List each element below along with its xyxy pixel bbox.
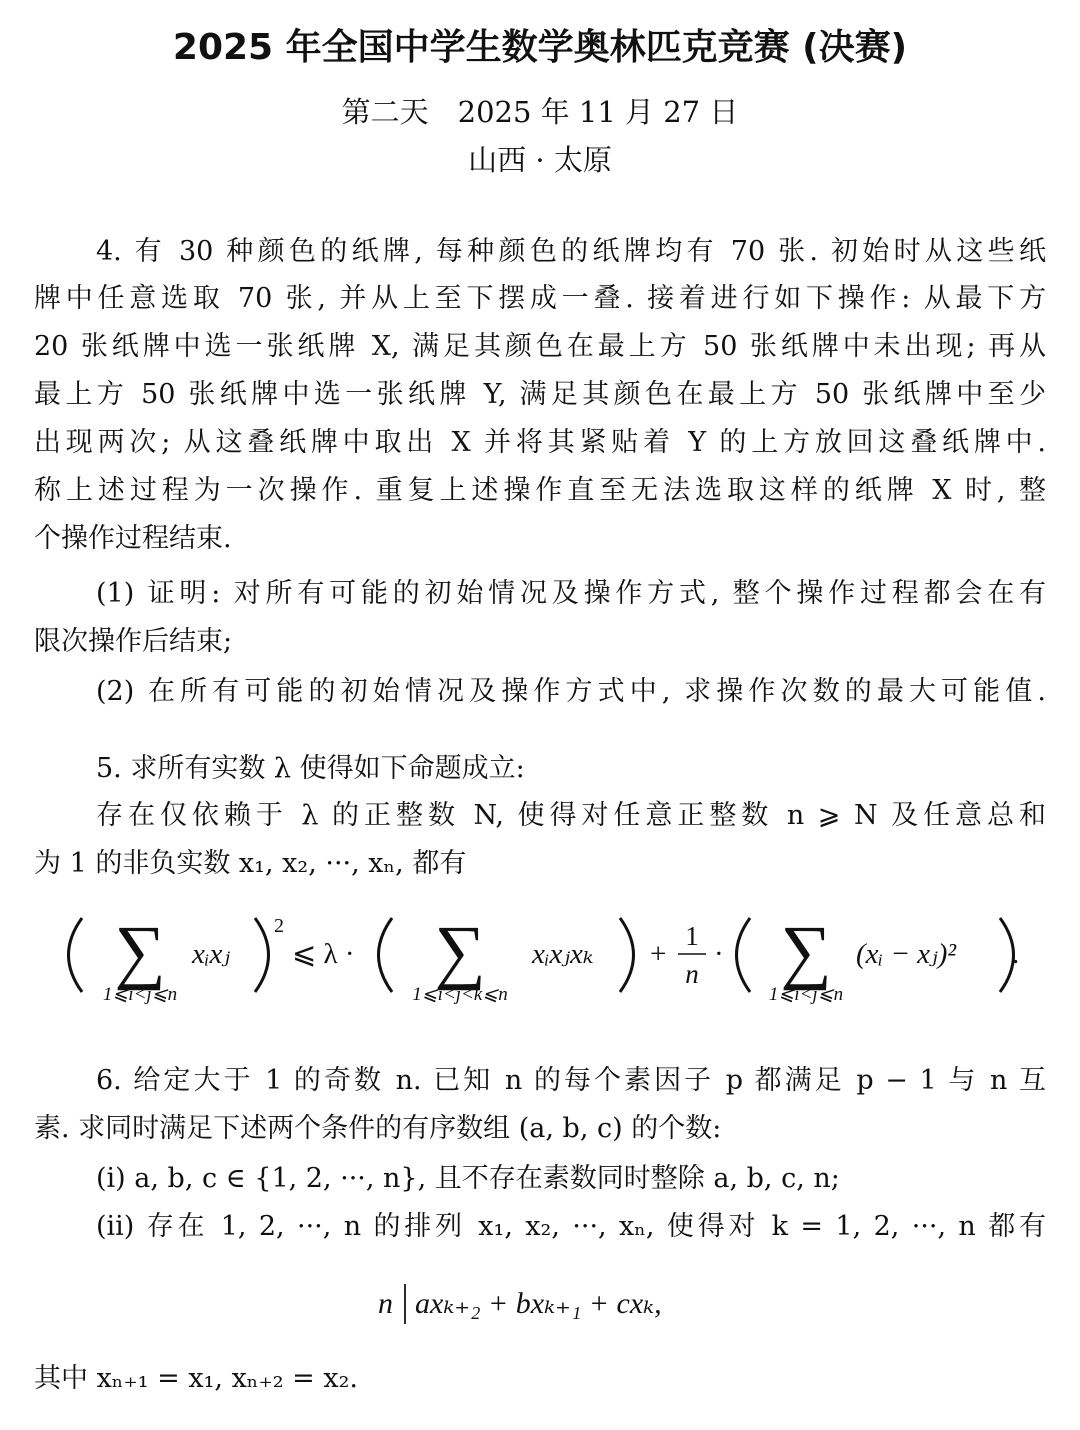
problem4-line-4: 最上方 50 张纸牌中选一张纸牌 Y, 满足其颜色在最上方 50 张纸牌中至少 <box>34 379 1046 410</box>
square-exponent: 2 <box>274 915 284 937</box>
problem4-line-1: 4. 有 30 种颜色的纸牌, 每种颜色的纸牌均有 70 张. 初始时从这些纸 <box>96 236 1046 267</box>
sum1-term: xᵢxⱼ <box>192 938 230 970</box>
problem6-condition-2: (ii) 存在 1, 2, ···, n 的排列 x₁, x₂, ···, xₙ, 使得对 k = 1, 2, ···, n 都有 <box>96 1211 1046 1242</box>
problem5-line-2: 存在仅依赖于 λ 的正整数 N, 使得对任意正整数 n ⩾ N 及任意总和 <box>96 800 1046 831</box>
problem4-part1-line-1: (1) 证明: 对所有可能的初始情况及操作方式, 整个操作过程都会在有 <box>96 578 1046 609</box>
sum-symbol-1: ∑ <box>114 911 166 991</box>
multiply-dot: · <box>714 938 724 970</box>
fraction-denominator: n <box>685 959 699 989</box>
problem4-line-5: 出现两次; 从这叠纸牌中取出 X 并将其紧贴着 Y 的上方放回这叠纸牌中. <box>34 427 1046 458</box>
sum2-term: xᵢxⱼxₖ <box>532 938 594 970</box>
exam-location: 山西 · 太原 <box>468 143 612 177</box>
left-paren <box>379 918 393 992</box>
sum1-index: 1⩽i<j⩽n <box>102 984 178 1005</box>
exam-date: 第二天 2025 年 11 月 27 日 <box>341 95 739 129</box>
sum3-index: 1⩽i<j⩽n <box>768 984 844 1005</box>
sum-symbol-2: ∑ <box>434 911 486 991</box>
right-paren <box>255 918 269 992</box>
sum2-index: 1⩽i<j<k⩽n <box>412 984 508 1005</box>
problem4-part2: (2) 在所有可能的初始情况及操作方式中, 求操作次数的最大可能值. <box>96 676 1046 707</box>
left-paren <box>69 918 83 992</box>
problem5-line-3: 为 1 的非负实数 x₁, x₂, ···, xₙ, 都有 <box>34 848 467 879</box>
fraction-numerator: 1 <box>685 921 699 951</box>
divisibility-rhs: axₖ₊₂ + bxₖ₊₁ + cxₖ, <box>415 1287 662 1320</box>
sum-symbol-3: ∑ <box>780 911 832 991</box>
problem4-part1-line-2: 限次操作后结束; <box>34 626 233 657</box>
problem6-line-1: 6. 给定大于 1 的奇数 n. 已知 n 的每个素因子 p 都满足 p − 1 与 n 互 <box>96 1065 1046 1096</box>
problem5-inequality <box>69 911 1020 1005</box>
problem4-line-6: 称上述过程为一次操作. 重复上述操作直至无法选取这样的纸牌 X 时, 整 <box>34 475 1046 506</box>
exam-title: 2025 年全国中学生数学奥林匹克竞赛 (决赛) <box>172 27 908 68</box>
problem4-line-3: 20 张纸牌中选一张纸牌 X, 满足其颜色在最上方 50 张纸牌中未出现; 再从 <box>34 331 1046 362</box>
divisor-n: n <box>378 1287 393 1320</box>
plus-sign: + <box>650 938 667 970</box>
leq-lambda: ⩽ λ · <box>292 938 355 970</box>
sum3-term: (xᵢ − xⱼ)² <box>856 938 957 970</box>
problem4-line-2: 牌中任意选取 70 张, 并从上至下摆成一叠. 接着进行如下操作: 从最下方 <box>34 283 1046 314</box>
right-paren <box>620 918 634 992</box>
problem6-condition-1: (i) a, b, c ∈ {1, 2, ···, n}, 且不存在素数同时整除 a, b, c, n; <box>96 1163 840 1194</box>
left-paren <box>737 918 751 992</box>
problem6-footer: 其中 xₙ₊₁ = x₁, xₙ₊₂ = x₂. <box>34 1363 358 1394</box>
end-period: . <box>1012 938 1020 970</box>
problem6-divisibility <box>378 1284 662 1324</box>
problem4-line-7: 个操作过程结束. <box>34 523 232 554</box>
problem5-line-1: 5. 求所有实数 λ 使得如下命题成立: <box>96 753 525 784</box>
problem6-line-2: 素. 求同时满足下述两个条件的有序数组 (a, b, c) 的个数: <box>34 1113 722 1144</box>
